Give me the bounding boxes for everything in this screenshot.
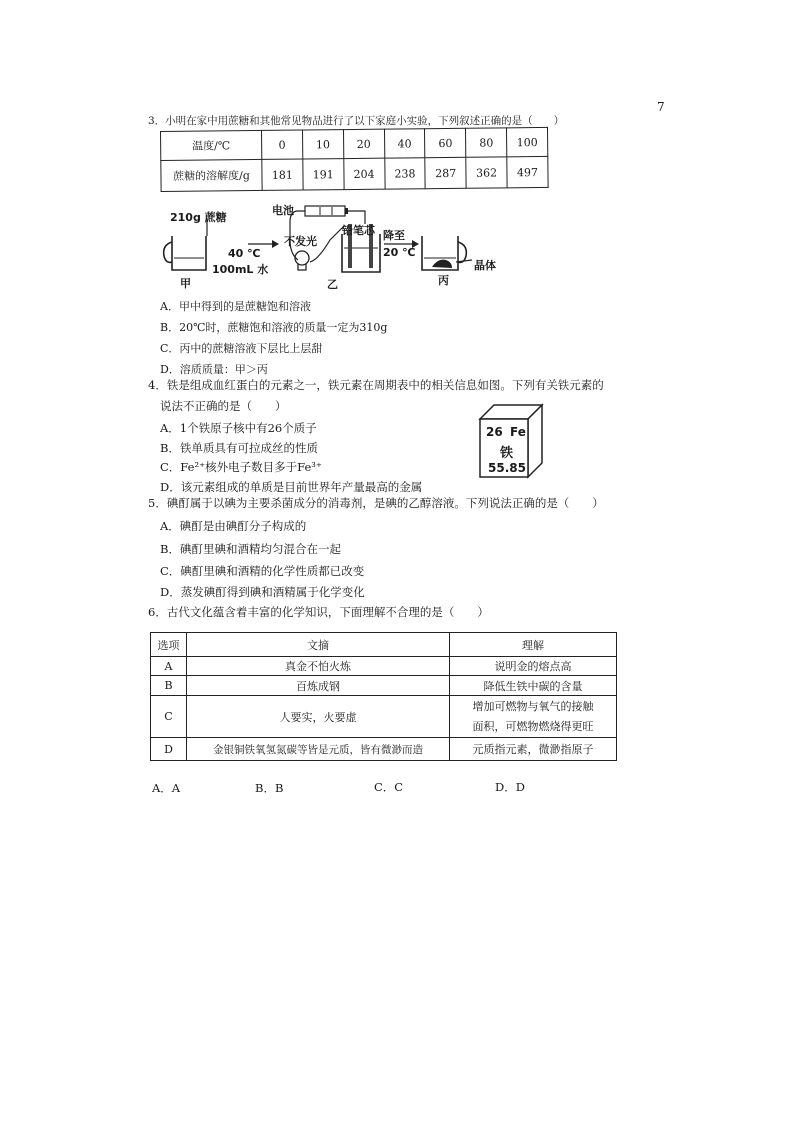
element-symbol: Fe [510,425,526,439]
table-row [151,696,617,738]
table-row [161,127,548,160]
table-row [151,676,617,696]
q5-stem: 5．碘酊属于以碘为主要杀菌成分的消毒剂，是碘的乙醇溶液。下列说法正确的是（ ） [148,496,604,510]
table-row [151,738,617,761]
q3-solubility-table [160,127,549,192]
table-cell: 人要实，火要虚 [187,696,450,738]
q5-option-a: A．碘酊是由碘酊分子构成的 [160,519,307,533]
q6-answer-a: A．A [152,781,181,795]
page-number: 7 [657,100,665,114]
table-cell: 金银铜铁氧氢氮碳等皆是元质，皆有微渺而造 [187,738,450,761]
table-cell: 10 [302,130,343,159]
table-cell: 降低生铁中碳的含量 [450,676,617,696]
label-yi: 乙 [327,278,338,291]
q6-table [150,632,617,761]
table-cell: 100 [507,127,548,156]
label-water: 100mL 水 [212,263,269,276]
table-cell: 0 [261,130,302,159]
meaning-line: 增加可燃物与氧气的接触 [472,699,594,713]
label-pencil-core: 铅笔芯 [342,224,375,237]
crystal-icon [432,260,452,268]
q3-stem: 3．小明在家中用蔗糖和其他常见物品进行了以下家庭小实验，下列叙述正确的是（ ） [148,115,565,127]
table-row [151,657,617,676]
label-crystal: 晶体 [474,259,496,272]
table-header-option: 选项 [151,633,187,657]
label-jia: 甲 [180,277,191,290]
table-cell: 真金不怕火炼 [187,657,450,676]
table-cell: 温度/℃ [161,130,262,160]
battery-icon [305,206,348,216]
table-cell: 497 [507,156,548,187]
table-cell: 蔗糖的溶解度/g [161,159,262,191]
label-no-light: 不发光 [284,235,317,248]
label-battery: 电池 [272,204,294,217]
table-cell: 80 [466,128,507,157]
element-name: 铁 [500,446,514,461]
q3-option-b: B．20℃时，蔗糖饱和溶液的质量一定为310g [160,321,388,334]
table-header-text: 文摘 [187,633,450,657]
label-sugar: 210g 蔗糖 [170,211,227,224]
meaning-line: 面积，可燃物燃烧得更旺 [472,719,594,733]
q6-answer-d: D．D [495,780,525,794]
q3-option-d: D．溶质质量：甲＞丙 [160,363,268,376]
table-row [161,156,548,191]
table-row [151,633,617,657]
q5-option-c: C．碘酊里碘和酒精的化学性质都已改变 [160,564,365,578]
bulb-icon [295,251,309,270]
table-cell: 204 [343,158,384,189]
table-cell: 362 [466,157,507,188]
q6-stem: 6．古代文化蕴含着丰富的化学知识，下面理解不合理的是（ ） [148,605,489,619]
q6-answer-c: C．C [374,780,404,794]
q6-answer-b: B．B [255,781,284,795]
table-cell: C [151,696,187,738]
table-cell: 238 [384,158,425,189]
table-cell: 说明金的熔点高 [450,657,617,676]
label-cool-to: 降至 [383,229,405,242]
table-cell: 60 [425,128,466,157]
beaker-jia-icon [164,236,206,270]
table-cell: B [151,676,187,696]
label-cool-temp: 20 ℃ [383,246,416,259]
table-cell: 287 [425,157,466,188]
table-cell: A [151,657,187,676]
q4-option-a: A．1个铁原子核中有26个质子 [160,421,317,435]
table-header-meaning: 理解 [450,633,617,657]
table-cell: 20 [343,129,384,158]
q4-stem-line1: 4．铁是组成血红蛋白的元素之一，铁元素在周期表中的相关信息如图。下列有关铁元素的 [148,378,604,392]
table-cell [450,696,617,738]
q4-stem-line2: 说法不正确的是（ ） [160,399,287,413]
table-cell: D [151,738,187,761]
q3-option-c: C．丙中的蔗糖溶液下层比上层甜 [160,342,323,355]
element-mass: 55.85 [488,461,526,475]
q4-option-c: C．Fe²⁺核外电子数目多于Fe³⁺ [160,460,322,474]
q4-option-d: D．该元素组成的单质是目前世界年产量最高的金属 [160,480,423,494]
table-cell: 百炼成钢 [187,676,450,696]
element-number: 26 [486,425,503,439]
table-cell: 181 [262,159,303,190]
table-cell: 40 [384,129,425,158]
q5-option-b: B．碘酊里碘和酒精均匀混合在一起 [160,542,341,556]
q3-option-a: A．甲中得到的是蔗糖饱和溶液 [160,300,311,313]
q4-option-b: B．铁单质具有可拉成丝的性质 [160,441,318,455]
label-temp-40: 40 ℃ [228,247,261,260]
q5-option-d: D．蒸发碘酊得到碘和酒精属于化学变化 [160,585,365,599]
table-cell: 191 [303,159,344,190]
table-cell: 元质指元素，微渺指原子 [450,738,617,761]
label-bing: 丙 [438,274,449,287]
